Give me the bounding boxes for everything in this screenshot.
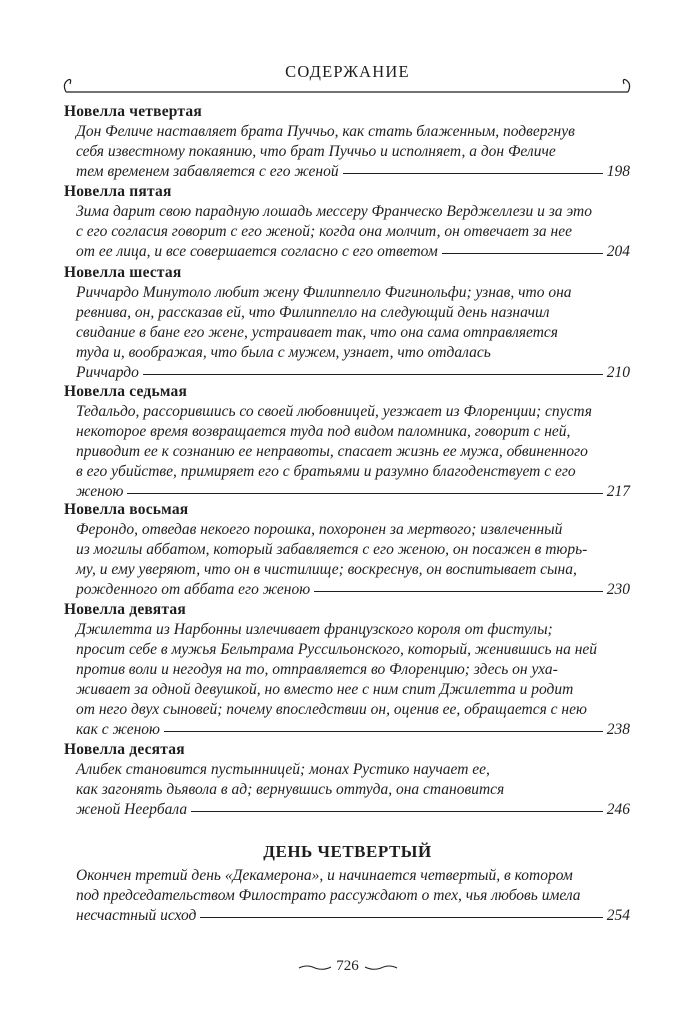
page-ref: 217 <box>606 483 630 500</box>
entry-summary-line: как загонять дьявола в ад; вернувшись оттуда, она становится <box>76 781 505 798</box>
page-ref: 238 <box>606 721 630 738</box>
entry-title: Новелла девятая <box>64 601 186 618</box>
day-intro-entry <box>64 866 630 926</box>
entry-summary-line: туда и, воображая, что была с мужем, узнает, что отдалась <box>76 344 491 361</box>
entry-summary-line: в его убийстве, примиряет его с братьями и разумно благоденствует с его <box>76 463 576 480</box>
entry-summary-line: приводит ее к сознанию ее неправоты, спасает жизнь ее мужа, обвиненного <box>76 443 588 460</box>
page-ref: 198 <box>606 163 630 180</box>
ornament-right-icon <box>363 962 399 972</box>
leader-line <box>127 493 602 494</box>
leader-line <box>164 731 603 732</box>
entry-summary-line: ревнива, он, рассказав ей, что Филиппелло на следующий день назначил <box>76 304 550 321</box>
entry-title: Новелла восьмая <box>64 501 189 518</box>
page-title: СОДЕРЖАНИЕ <box>285 62 410 81</box>
entry-summary-line: из могилы аббатом, который забавляется с его женою, он посажен в тюрь- <box>76 541 588 558</box>
leader-line <box>314 591 603 592</box>
page-footer <box>0 958 695 975</box>
leader-line <box>442 253 603 254</box>
entry-last-line <box>64 580 630 600</box>
page-ref: 254 <box>606 907 630 924</box>
entry-last-line <box>64 800 630 820</box>
entry-last-text: женою <box>76 483 124 500</box>
entry-summary-line: Дон Феличе наставляет брата Пуччьо, как стать блаженным, подвергнув <box>76 123 575 140</box>
entry-last-text: тем временем забавляется с его женой <box>76 163 339 180</box>
entry-summary-line: Алибек становится пустынницей; монах Рустико научает ее, <box>76 761 490 778</box>
page-number: 726 <box>336 958 359 974</box>
page-ref: 210 <box>606 364 630 381</box>
toc-entry <box>64 263 630 383</box>
entry-summary-line: просит себе в мужья Бельтрама Руссильонского, который, женившись на ней <box>76 641 598 658</box>
entry-title: Новелла шестая <box>64 264 182 281</box>
leader-line <box>343 173 603 174</box>
toc-entry <box>64 102 630 182</box>
entry-summary-line: от него двух сыновей; почему впоследствии он, оценив ее, обращается с нею <box>76 701 587 718</box>
day-intro-last-line <box>64 906 630 926</box>
entry-last-line <box>64 720 630 740</box>
entry-last-text: Риччардо <box>76 364 139 381</box>
entry-title: Новелла пятая <box>64 183 172 200</box>
entry-summary-line: живает за одной девушкой, но вместо нее с ним спит Джилетта и родит <box>76 681 574 698</box>
leader-line <box>191 811 603 812</box>
entry-summary-line: некоторое время возвращается туда под видом паломника, говорит с ней, <box>76 423 571 440</box>
entry-title: Новелла седьмая <box>64 383 188 400</box>
entry-summary-line: свидание в бане его жене, устраивает так, что она сама отправляется <box>76 324 559 341</box>
leader-line <box>143 374 603 375</box>
day-title: ДЕНЬ ЧЕТВЕРТЫЙ <box>263 842 432 861</box>
header-ornament-rule <box>60 74 634 96</box>
day-intro-line: Окончен третий день «Декамерона», и начинается четвертый, в котором <box>76 867 573 884</box>
entry-title: Новелла десятая <box>64 741 185 758</box>
toc-entry <box>64 740 630 820</box>
entry-summary-line: Джилетта из Нарбонны излечивает французского короля от фистулы; <box>76 621 553 638</box>
entry-summary-line: против воли и негодуя на то, отправляется во Флоренцию; здесь он уха- <box>76 661 558 678</box>
entry-summary-line: Риччардо Минутоло любит жену Филиппелло Фигинольфи; узнав, что она <box>76 284 572 301</box>
day-intro-line: под председательством Филострато рассуждают о тех, чья любовь имела <box>76 887 581 904</box>
page-ref: 246 <box>606 801 630 818</box>
leader-line <box>200 917 602 918</box>
entry-summary-line: Зима дарит свою парадную лошадь мессеру Франческо Верджеллези и за это <box>76 203 592 220</box>
entry-summary-line: Тедальдо, рассорившись со своей любовницей, уезжает из Флоренции; спустя <box>76 403 592 420</box>
page-ref: 204 <box>606 243 630 260</box>
ornament-left-icon <box>297 962 333 972</box>
entry-summary-line: му, и ему уверяют, что он в чистилище; воскреснув, он воспитывает сына, <box>76 561 577 578</box>
entry-summary-line: Ферондо, отведав некоего порошка, похоронен за мертвого; извлеченный <box>76 521 563 538</box>
entry-last-line <box>64 162 630 182</box>
entry-last-text: от ее лица, и все совершается согласно с его ответом <box>76 243 438 260</box>
toc-entry <box>64 600 630 740</box>
toc-entry <box>64 382 630 502</box>
entry-last-text: женой Неербала <box>76 801 188 818</box>
entry-last-text: рожденного от аббата его женою <box>76 581 311 598</box>
toc-entry <box>64 182 630 262</box>
entry-last-text: несчастный исход <box>76 907 197 924</box>
entry-summary-line: с его согласия говорит с его женой; когда она молчит, он отвечает за нее <box>76 223 573 240</box>
entry-last-line <box>64 482 630 502</box>
entry-title: Новелла четвертая <box>64 103 202 120</box>
page-ref: 230 <box>606 581 630 598</box>
entry-last-line <box>64 242 630 262</box>
entry-last-text: как с женою <box>76 721 160 738</box>
toc-entry <box>64 500 630 600</box>
entry-last-line <box>64 363 630 383</box>
entry-summary-line: себя известному покаянию, что брат Пуччьо и исполняет, а дон Феличе <box>76 143 556 160</box>
